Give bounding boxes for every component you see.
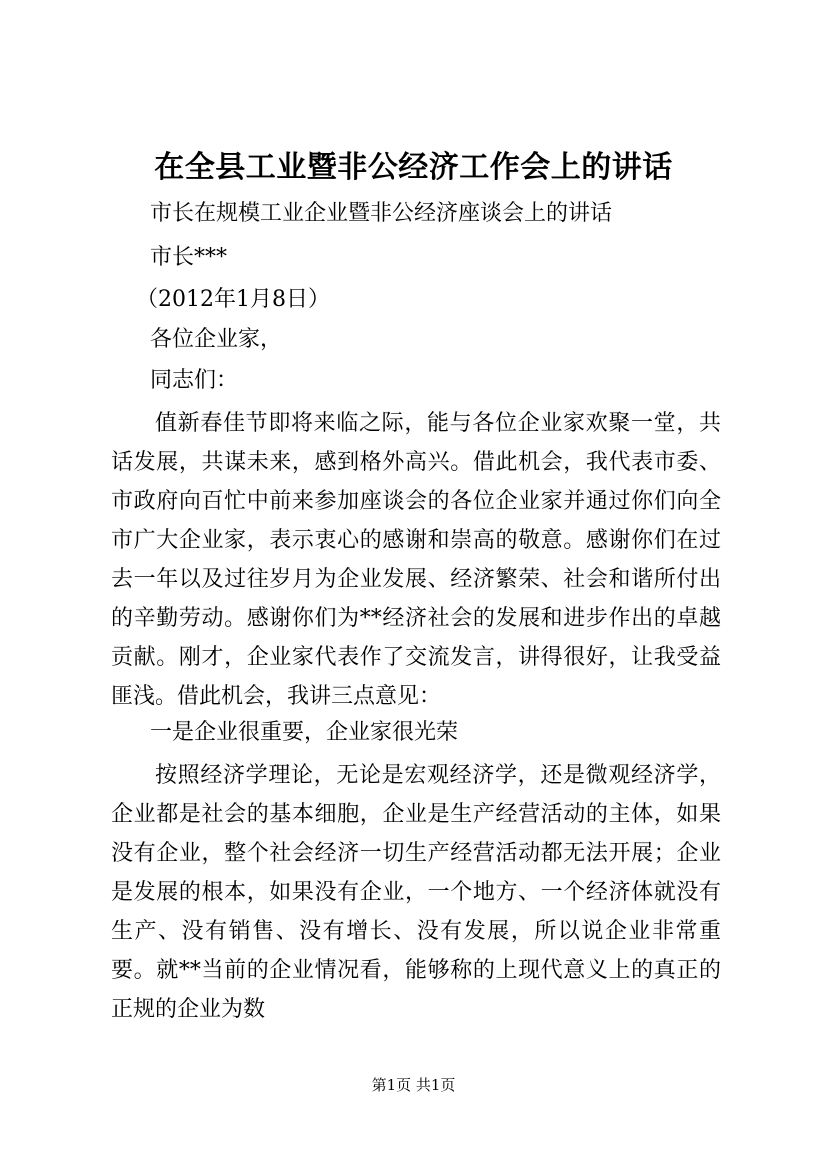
page-footer: 第1页 共1页 [371,1076,456,1094]
document-title: 在全县工业暨非公经济工作会上的讲话 [154,150,673,185]
document-author: 市长*** [150,245,228,270]
document-subtitle: 市长在规模工业企业暨非公经济座谈会上的讲话 [150,201,613,226]
salutation-line-1: 各位企业家， [150,327,283,352]
body-paragraph-1: 值新春佳节即将来临之际，能与各位企业家欢聚一堂，共话发展，共谋未来，感到格外高兴。借此机会，我代表市委、市政府向百忙中前来参加座谈会的各位企业家并通过你们向全市广大企业家，表示衷心的感谢和崇高的敬意。感谢你们在过去一年以及过往岁月为企业发展、经济繁荣、社会和谐所付出的辛勤劳动。感谢你们为**经济社会的发展和进步作出的卓越贡献。刚才，企业家代表作了交流发言，讲得很好，让我受益匪浅。借此机会，我讲三点意见： [111,411,721,709]
body-paragraph-2: 按照经济学理论，无论是宏观经济学，还是微观经济学，企业都是社会的基本细胞，企业是生产经营活动的主体，如果没有企业，整个社会经济一切生产经营活动都无法开展；企业是发展的根本，如果没有企业，一个地方、一个经济体就没有生产、没有销售、没有增长、没有发展，所以说企业非常重要。就**当前的企业情况看，能够称的上现代意义上的真正的正规的企业为数 [111,763,721,1022]
document-date: （2012年1月8日） [136,287,330,312]
salutation-line-2: 同志们： [150,368,239,393]
section-heading-1: 一是企业很重要，企业家很光荣 [150,720,459,745]
